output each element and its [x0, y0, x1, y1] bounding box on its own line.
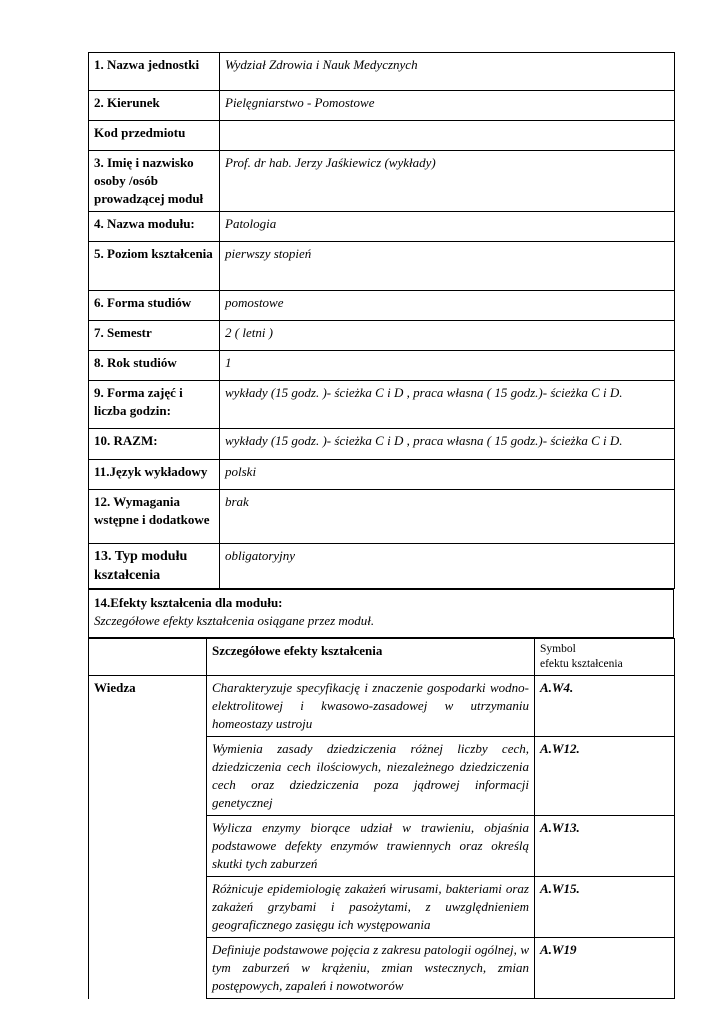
- effect-description: Wymienia zasady dziedziczenia różnej liczby cech, dziedziczenia cech ilościowych, niezależnego dziedziczenia cech oraz dziedziczenia poza jądrowej informacji genetycznej: [207, 737, 535, 816]
- info-row: [89, 429, 675, 460]
- info-row: [89, 460, 675, 490]
- info-label: 13. Typ modułu kształcenia: [89, 544, 220, 589]
- effect-row: [89, 938, 675, 999]
- category-cell: [89, 737, 207, 816]
- info-value: brak: [220, 490, 675, 544]
- info-value: 1: [220, 351, 675, 381]
- info-label: 3. Imię i nazwisko osoby /osób prowadzącej moduł: [89, 151, 220, 212]
- effect-row: [89, 737, 675, 816]
- section-14-row: [89, 590, 674, 638]
- info-row: [89, 351, 675, 381]
- info-row: [89, 544, 675, 589]
- effect-description: Charakteryzuje specyfikację i znaczenie gospodarki wodno-elektrolitowej i kwasowo-zasadowej w utrzymaniu homeostazy ustroju: [207, 676, 535, 737]
- info-value: Patologia: [220, 212, 675, 242]
- info-label: Kod przedmiotu: [89, 121, 220, 151]
- info-value: wykłady (15 godz. )- ścieżka C i D , praca własna ( 15 godz.)- ścieżka C i D.: [220, 429, 675, 460]
- effect-symbol: A.W12.: [535, 737, 675, 816]
- effect-row: [89, 676, 675, 737]
- info-value: pierwszy stopień: [220, 242, 675, 291]
- info-label: 1. Nazwa jednostki: [89, 53, 220, 91]
- info-row: [89, 212, 675, 242]
- effect-row: [89, 816, 675, 877]
- info-value: wykłady (15 godz. )- ścieżka C i D , praca własna ( 15 godz.)- ścieżka C i D.: [220, 381, 675, 429]
- symbol-header-line1: Symbol: [540, 643, 576, 655]
- effect-symbol: A.W4.: [535, 676, 675, 737]
- effects-header-description: Szczegółowe efekty kształcenia: [207, 639, 535, 676]
- module-info-table: [88, 52, 675, 589]
- effects-header-empty: [89, 639, 207, 676]
- section-14-title: 14.Efekty kształcenia dla modułu:: [94, 595, 283, 610]
- category-label: Wiedza: [89, 676, 207, 737]
- info-label: 5. Poziom kształcenia: [89, 242, 220, 291]
- effect-description: Definiuje podstawowe pojęcia z zakresu patologii ogólnej, w tym zaburzeń w krążeniu, zmian wstecznych, zmian postępowych, zapaleń i nowotworów: [207, 938, 535, 999]
- document-page: [88, 52, 674, 999]
- info-label: 2. Kierunek: [89, 91, 220, 121]
- effects-header-symbol: [535, 639, 675, 676]
- symbol-header-line2: efektu kształcenia: [540, 658, 623, 670]
- info-value: Pielęgniarstwo - Pomostowe: [220, 91, 675, 121]
- effect-symbol: A.W19: [535, 938, 675, 999]
- info-row: [89, 151, 675, 212]
- category-cell: [89, 816, 207, 877]
- info-value: [220, 121, 675, 151]
- info-label: 6. Forma studiów: [89, 291, 220, 321]
- info-row: [89, 91, 675, 121]
- category-cell: [89, 877, 207, 938]
- effects-table: [88, 638, 675, 999]
- info-value: Wydział Zdrowia i Nauk Medycznych: [220, 53, 675, 91]
- info-value: pomostowe: [220, 291, 675, 321]
- effect-description: Różnicuje epidemiologię zakażeń wirusami, bakteriami oraz zakażeń grzybami i pasożytami, z uwzględnieniem geograficznego zasięgu ich występowania: [207, 877, 535, 938]
- info-value: 2 ( letni ): [220, 321, 675, 351]
- info-label: 12. Wymagania wstępne i dodatkowe: [89, 490, 220, 544]
- effects-header-row: [89, 639, 675, 676]
- info-row: [89, 121, 675, 151]
- section-14-table: [88, 589, 674, 638]
- effect-symbol: A.W15.: [535, 877, 675, 938]
- info-row: [89, 291, 675, 321]
- info-row: [89, 321, 675, 351]
- effect-symbol: A.W13.: [535, 816, 675, 877]
- category-cell: [89, 938, 207, 999]
- info-row: [89, 381, 675, 429]
- section-14-subtitle: Szczegółowe efekty kształcenia osiągane przez moduł.: [94, 613, 375, 628]
- info-row: [89, 490, 675, 544]
- info-label: 10. RAZM:: [89, 429, 220, 460]
- info-label: 7. Semestr: [89, 321, 220, 351]
- effect-description: Wylicza enzymy biorące udział w trawieniu, objaśnia podstawowe defekty enzymów trawiennych oraz określą skutki tych zaburzeń: [207, 816, 535, 877]
- info-row: [89, 53, 675, 91]
- effect-row: [89, 877, 675, 938]
- info-label: 11.Język wykładowy: [89, 460, 220, 490]
- info-label: 4. Nazwa modułu:: [89, 212, 220, 242]
- info-value: Prof. dr hab. Jerzy Jaśkiewicz (wykłady): [220, 151, 675, 212]
- info-label: 9. Forma zajęć i liczba godzin:: [89, 381, 220, 429]
- info-row: [89, 242, 675, 291]
- info-label: 8. Rok studiów: [89, 351, 220, 381]
- info-value: obligatoryjny: [220, 544, 675, 589]
- info-value: polski: [220, 460, 675, 490]
